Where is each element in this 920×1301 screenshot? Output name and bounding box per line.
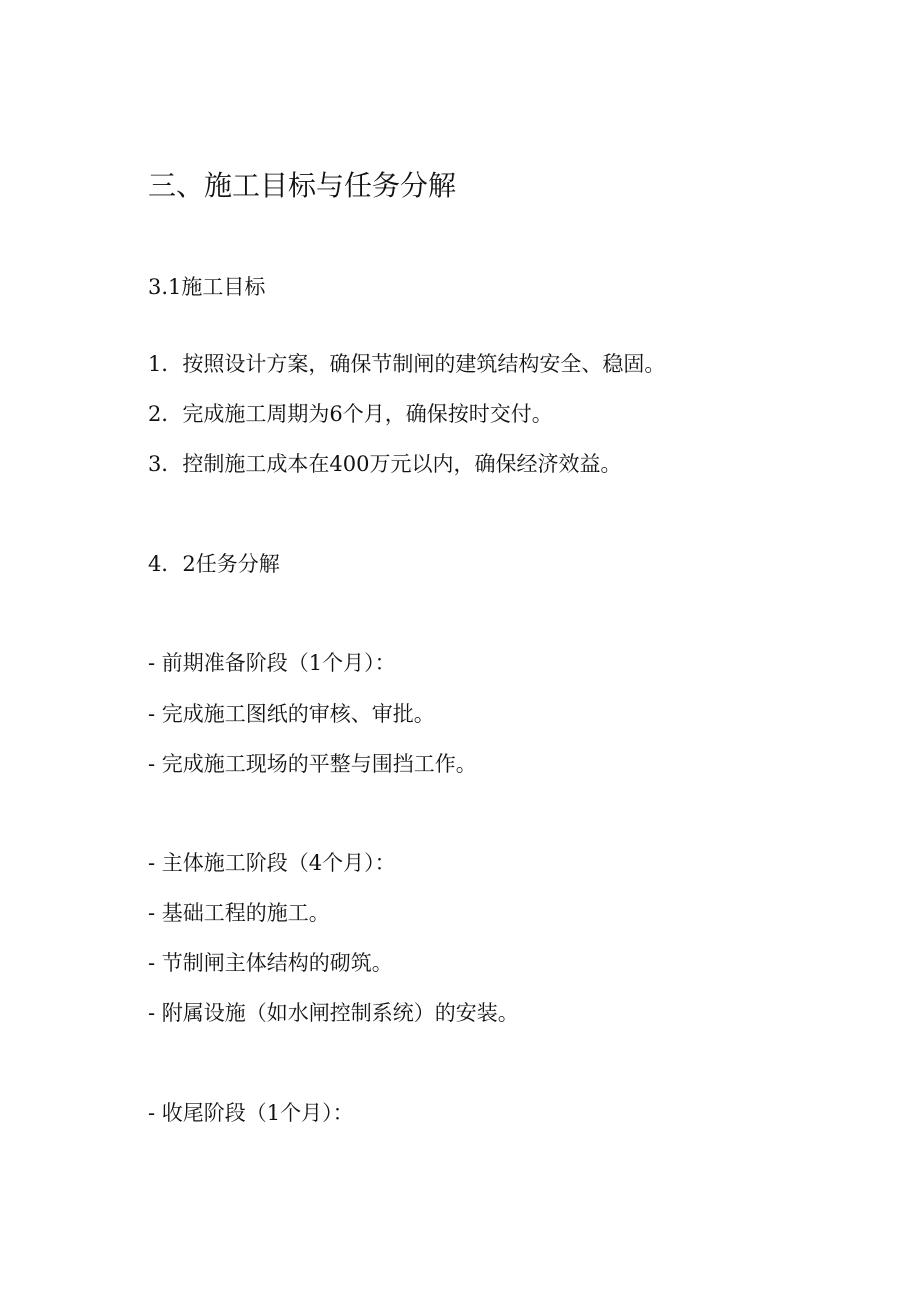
phase-title: - 主体施工阶段（4个月）： [148,851,396,875]
section-heading: 三、施工目标与任务分解 [148,169,457,202]
goal-item: 1．按照设计方案，确保节制闸的建筑结构安全、稳固。 [148,352,666,376]
task-item: - 节制闸主体结构的砌筑。 [148,951,393,975]
goal-item: 2．完成施工周期为6个月，确保按时交付。 [148,402,553,426]
task-item: - 完成施工现场的平整与围挡工作。 [148,752,477,776]
phase-title: - 收尾阶段（1个月）： [148,1101,354,1125]
task-item: - 基础工程的施工。 [148,901,330,925]
subsection-title-goals: 3.1施工目标 [148,275,266,299]
goal-item: 3．控制施工成本在400万元以内，确保经济效益。 [148,452,622,476]
task-item: - 附属设施（如水闸控制系统）的安装。 [148,1001,519,1025]
subsection-title-tasks: 4．2任务分解 [148,552,280,576]
task-item: - 完成施工图纸的审核、审批。 [148,702,435,726]
phase-title: - 前期准备阶段（1个月）： [148,651,396,675]
